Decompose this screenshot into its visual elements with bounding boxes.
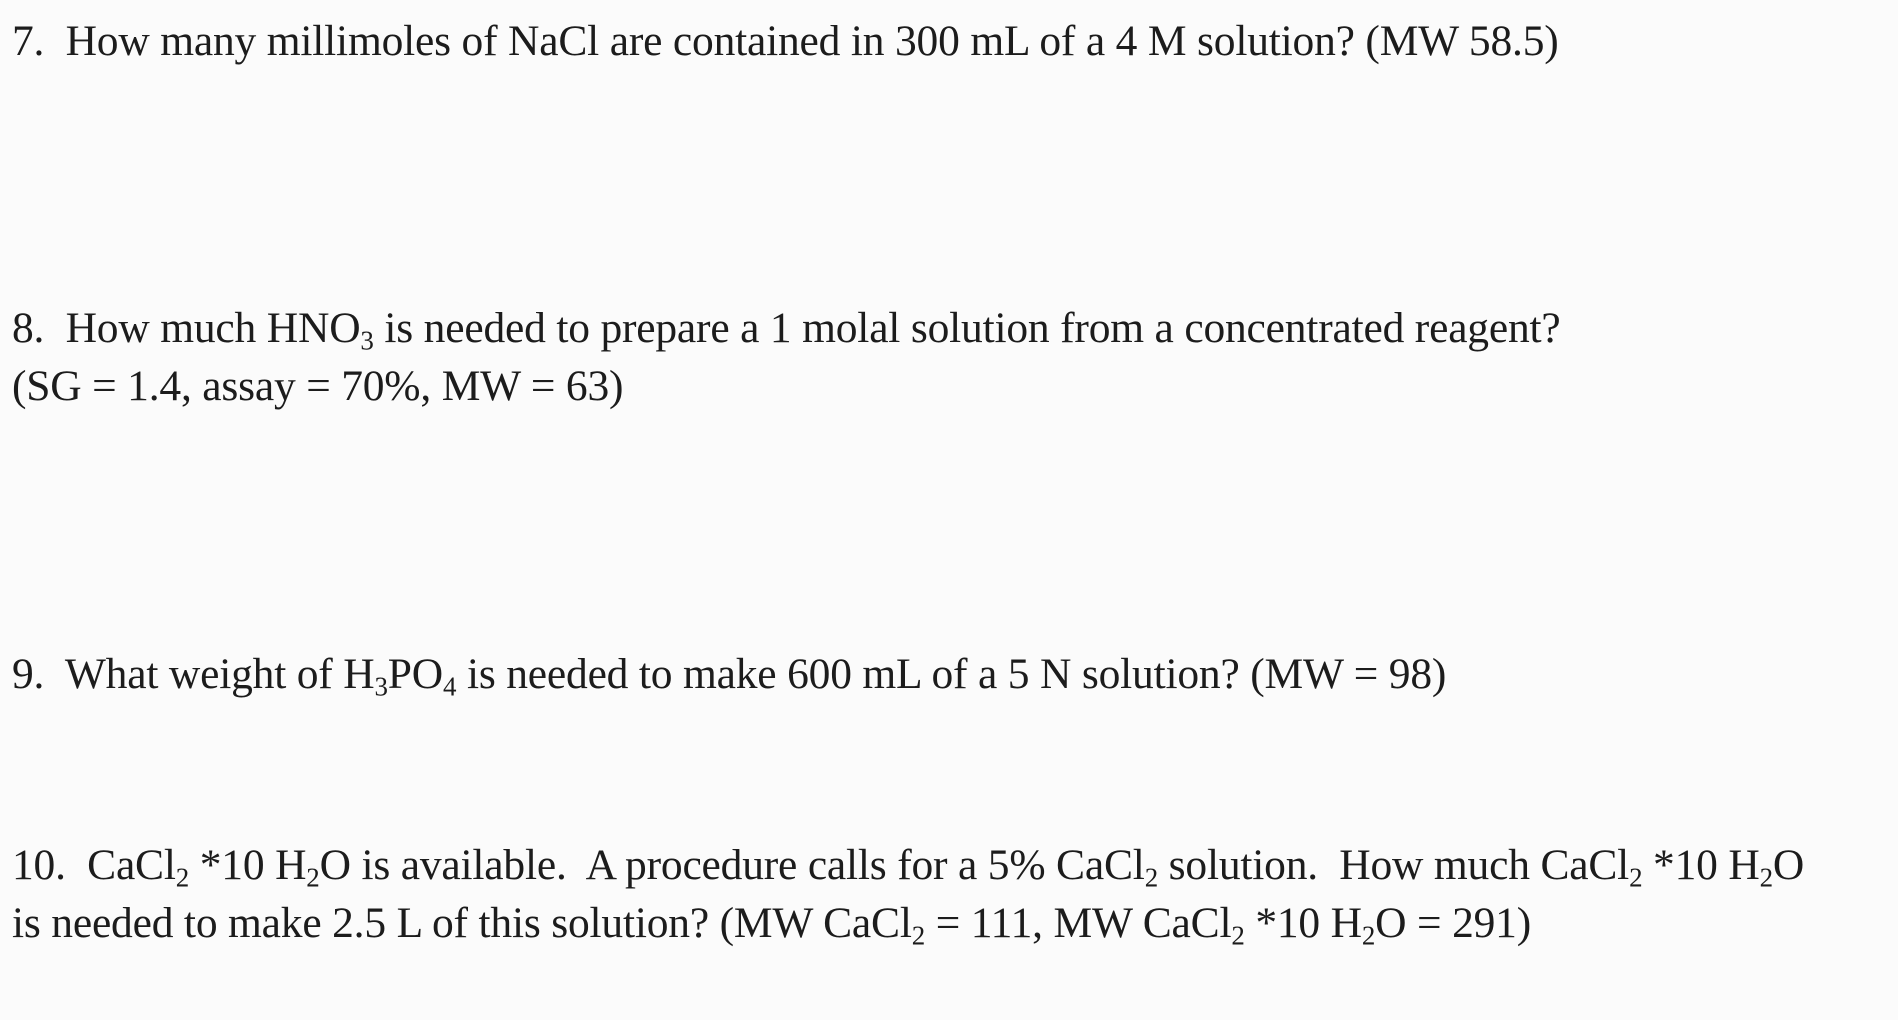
question-10-text-c: O is available. A procedure calls for a 5% CaCl bbox=[319, 841, 1145, 889]
question-9-text-b: PO bbox=[387, 650, 443, 698]
question-8-text-a: How much HNO bbox=[65, 304, 361, 352]
question-8 bbox=[12, 299, 1561, 415]
question-7-number: 7. bbox=[12, 17, 45, 65]
question-7-text: How many millimoles of NaCl are contained in 300 mL of a 4 M solution? (MW 58.5) bbox=[65, 17, 1559, 65]
question-10 bbox=[12, 836, 1804, 952]
question-10-line2-b: = 111, MW CaCl bbox=[925, 899, 1232, 947]
question-10-line2-subscript-2: 2 bbox=[1231, 920, 1245, 951]
question-10-line2-d: O = 291) bbox=[1375, 899, 1532, 947]
question-10-subscript-3: 2 bbox=[1144, 862, 1158, 893]
question-9-number: 9. bbox=[12, 650, 45, 698]
question-10-line2-a: is needed to make 2.5 L of this solution? (MW CaCl bbox=[12, 899, 912, 947]
question-10-subscript-2: 2 bbox=[306, 862, 320, 893]
question-10-subscript-5: 2 bbox=[1759, 862, 1773, 893]
question-10-number: 10. bbox=[12, 841, 66, 889]
question-8-given-values: (SG = 1.4, assay = 70%, MW = 63) bbox=[12, 362, 624, 410]
question-7 bbox=[12, 12, 1559, 70]
question-10-text-f: O bbox=[1772, 841, 1805, 889]
question-10-line2-c: *10 H bbox=[1244, 899, 1362, 947]
question-10-text-e: *10 H bbox=[1642, 841, 1760, 889]
question-10-text-b: *10 H bbox=[189, 841, 307, 889]
question-10-subscript-4: 2 bbox=[1629, 862, 1643, 893]
question-10-line2-subscript-1: 2 bbox=[911, 920, 926, 951]
question-10-subscript-1: 2 bbox=[175, 862, 190, 893]
question-9-text-a: What weight of H bbox=[64, 650, 375, 698]
question-8-subscript: 3 bbox=[360, 325, 374, 356]
question-10-text-a: CaCl bbox=[87, 841, 176, 889]
question-10-text-d: solution. How much CaCl bbox=[1157, 841, 1630, 889]
question-8-number: 8. bbox=[12, 304, 45, 352]
question-10-line2-subscript-3: 2 bbox=[1361, 920, 1376, 951]
question-9-subscript-1: 3 bbox=[374, 671, 388, 702]
question-9 bbox=[12, 645, 1446, 703]
question-9-subscript-2: 4 bbox=[443, 671, 457, 702]
question-9-text-c: is needed to make 600 mL of a 5 N solution? (MW = 98) bbox=[456, 650, 1447, 698]
question-8-text-b: is needed to prepare a 1 molal solution from a concentrated reagent? bbox=[373, 304, 1561, 352]
